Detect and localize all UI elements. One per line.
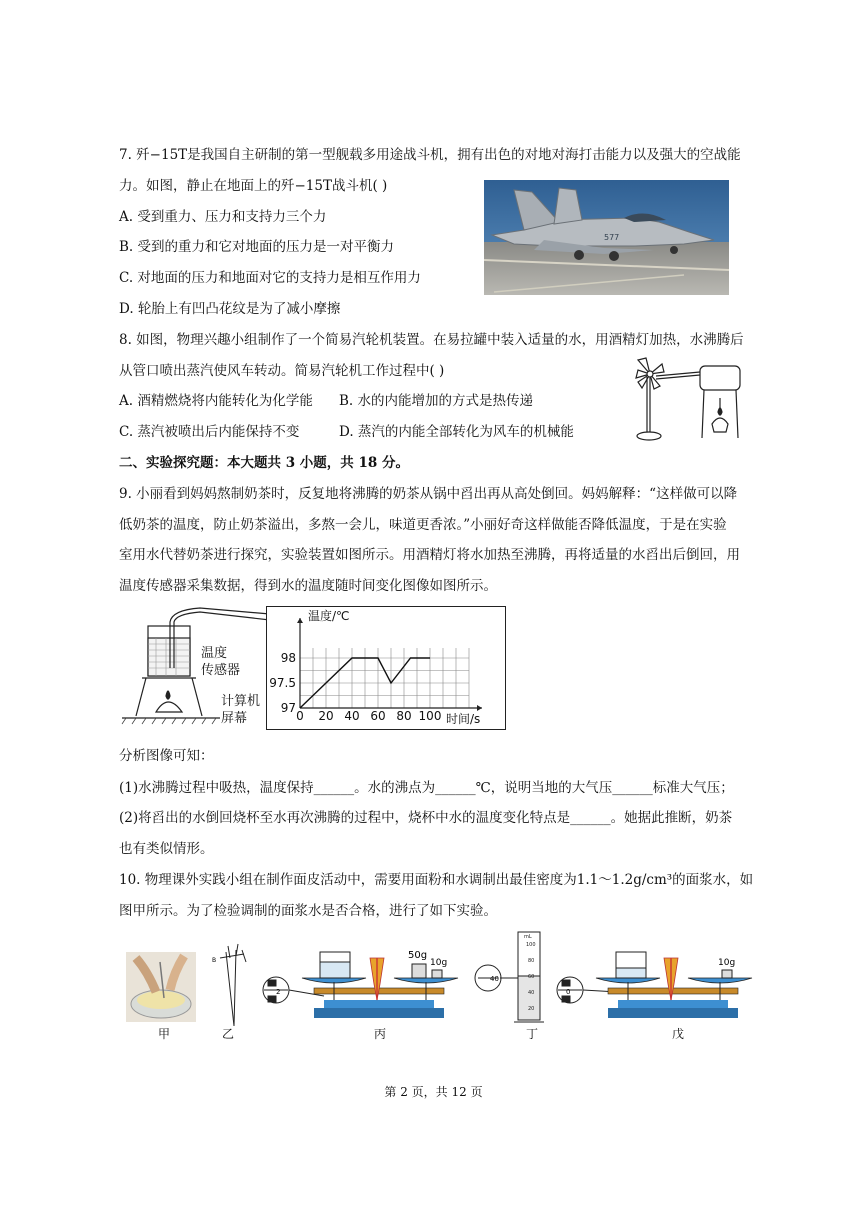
cylinder-tick-60: 60 (528, 974, 535, 980)
balance-figure-bing (262, 944, 462, 1024)
flour-batter-photo (126, 952, 196, 1022)
q8-option-a: A. 酒精燃烧将内能转化为化学能 (119, 393, 313, 409)
q7-option-d: D. 轮胎上有凹凸花纹是为了减小摩擦 (119, 301, 341, 317)
screen-label-line2: 屏幕 (221, 711, 248, 726)
chart-x-tick-label: 60 (370, 709, 386, 723)
cylinder-tick-20: 20 (528, 1006, 535, 1012)
bing-weight-50g: 50g (408, 950, 428, 961)
fig-label-jia: 甲 (158, 1027, 171, 1041)
wu-weight-10g: 10g (718, 958, 736, 968)
q8-option-b: B. 水的内能增加的方式是热传递 (339, 393, 534, 409)
q9-part-3: 也有类似情形。 (119, 841, 214, 857)
bing-weight-10g: 10g (430, 958, 448, 968)
chart-x-tick-label: 100 (418, 709, 442, 723)
q7-option-c: C. 对地面的压力和地面对它的支持力是相互作用力 (119, 270, 421, 286)
page-footer: 第 2 页，共 12 页 (384, 1085, 483, 1099)
cylinder-zoom-reading: 40 (490, 975, 499, 983)
screen-label-line1: 计算机 (221, 694, 261, 709)
svg-text:577: 577 (604, 233, 620, 242)
graduated-cylinder-figure (474, 930, 544, 1026)
chart-y-tick-label: 98 (280, 651, 296, 665)
temperature-chart (266, 606, 506, 730)
fig-label-ding: 丁 (526, 1027, 539, 1041)
balance-figure-wu (556, 944, 756, 1024)
chart-x-tick-label: 0 (296, 709, 304, 723)
q7-option-b: B. 受到的重力和它对地面的压力是一对平衡力 (119, 239, 395, 255)
steam-turbine-figure (632, 352, 744, 442)
q9-stem-line2: 低奶茶的温度，防止奶茶溢出，多熬一会儿，味道更香浓。”小丽好奇这样做能否降低温度，于是在实验 (119, 517, 727, 533)
q9-stem-line1: 9. 小丽看到妈妈熬制奶茶时，反复地将沸腾的奶茶从锅中舀出再从高处倒回。妈妈解释：“这样做可以降 (119, 486, 738, 502)
hydrometer-figure (206, 942, 250, 1028)
q9-stem-line3: 室用水代替奶茶进行探究，实验装置如图所示。用酒精灯将水加热至沸腾，再将适量的水舀出后倒回，用 (119, 547, 740, 563)
q9-analysis-intro: 分析图像可知： (119, 748, 214, 764)
svg-text:B: B (212, 957, 217, 964)
fig-label-wu: 戊 (672, 1027, 685, 1041)
q9-part-2: (2)将舀出的水倒回烧杯至水再次沸腾的过程中，烧杯中水的温度变化特点是______。她据此推断，奶茶 (119, 810, 733, 826)
chart-x-axis-label: 时间/s (446, 712, 481, 726)
chart-y-tick-label: 97.5 (269, 676, 296, 690)
section-2-heading: 二、实验探究题：本大题共 3 小题，共 18 分。 (119, 455, 409, 471)
chart-x-tick-label: 40 (344, 709, 360, 723)
q8-stem-line2: 从管口喷出蒸汽使风车转动。简易汽轮机工作过程中( ) (119, 363, 445, 379)
q10-stem-line2: 图甲所示。为了检验调制的面浆水是否合格，进行了如下实验。 (119, 903, 497, 919)
chart-x-tick-label: 80 (396, 709, 412, 723)
cylinder-unit: mL (524, 934, 532, 940)
q8-option-d: D. 蒸汽的内能全部转化为风车的机械能 (339, 424, 574, 440)
chart-y-axis-label: 温度/℃ (308, 609, 350, 623)
cylinder-tick-80: 80 (528, 958, 535, 964)
q7-stem-line2: 力。如图，静止在地面上的歼−15T战斗机( ) (119, 178, 388, 194)
chart-x-tick-label: 20 (318, 709, 334, 723)
sensor-label-line2: 传感器 (201, 663, 241, 678)
q7-option-a: A. 受到重力、压力和支持力三个力 (119, 209, 327, 225)
sensor-label-line1: 温度 (201, 646, 228, 661)
q7-stem-line1: 7. 歼−15T是我国自主研制的第一型舰载多用途战斗机，拥有出色的对地对海打击能力以及强大的空战能 (119, 147, 741, 163)
cylinder-tick-40: 40 (528, 990, 535, 996)
fig-label-bing: 丙 (374, 1027, 387, 1041)
fig-label-yi: 乙 (222, 1027, 235, 1041)
q8-stem-line1: 8. 如图，物理兴趣小组制作了一个简易汽轮机装置。在易拉罐中装入适量的水，用酒精灯加热，水沸腾后 (119, 332, 744, 348)
cylinder-tick-100: 100 (526, 942, 536, 948)
wu-rider-value: 0 (566, 988, 571, 996)
q10-stem-line1: 10. 物理课外实践小组在制作面皮活动中，需要用面粉和水调制出最佳密度为1.1～1.2g/cm³的面浆水，如 (119, 872, 754, 888)
q9-part-1: (1)水沸腾过程中吸热，温度保持______。水的沸点为______℃，说明当地的大气压______标准大气压； (119, 780, 734, 796)
chart-y-tick-label: 97 (280, 701, 296, 715)
q9-stem-line4: 温度传感器采集数据，得到水的温度随时间变化图像如图所示。 (119, 578, 497, 594)
q8-option-c: C. 蒸汽被喷出后内能保持不变 (119, 424, 300, 440)
fighter-jet-photo (484, 180, 729, 295)
bing-rider-value: 2 (276, 988, 281, 996)
